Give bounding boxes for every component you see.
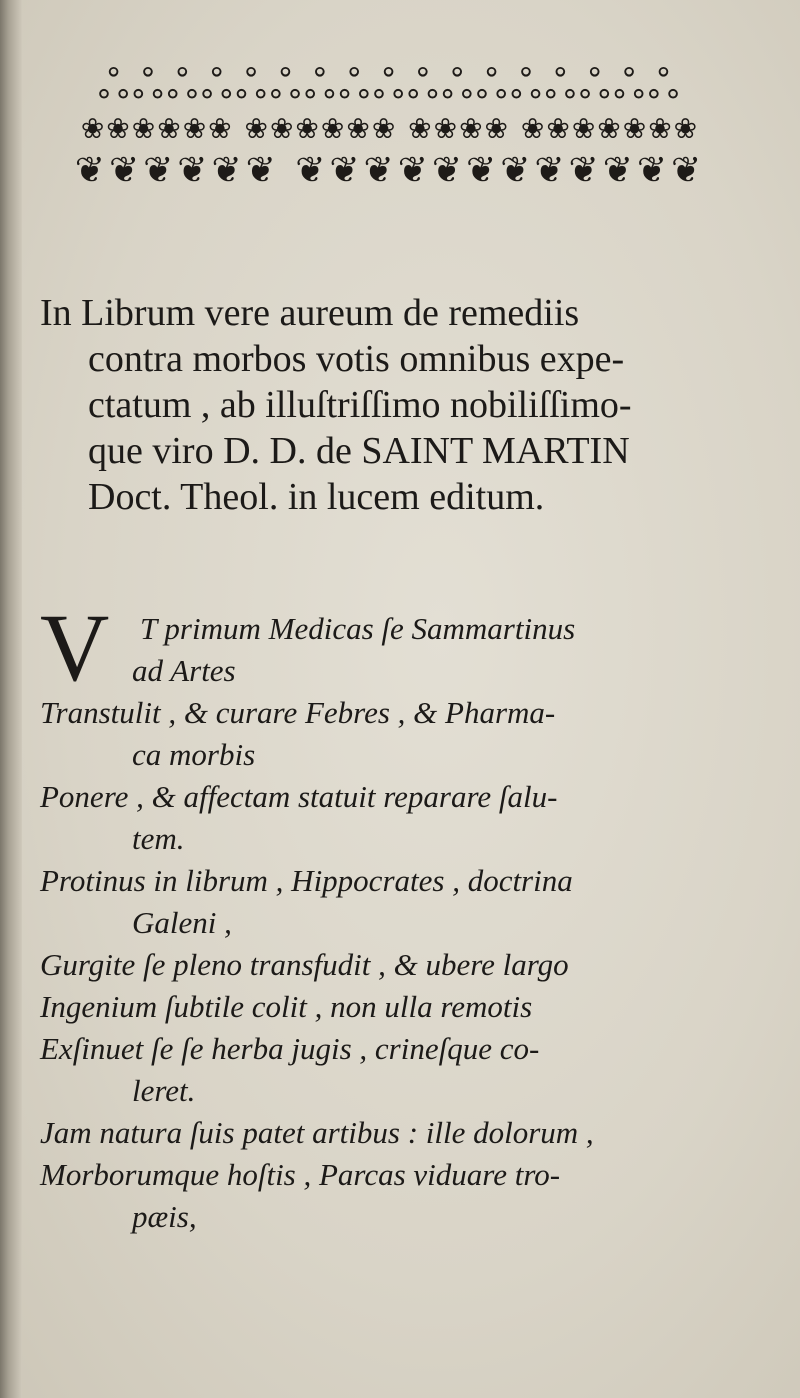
poem-line: Transtulit , & curare Febres , & Pharma- xyxy=(40,695,556,730)
poem-line: ca morbis xyxy=(132,737,256,772)
ornament-row-2: ❀❀❀❀❀❀ ❀❀❀❀❀❀ ❀❀❀❀ ❀❀❀❀❀❀❀ xyxy=(80,112,700,145)
poem-line: pæis, xyxy=(132,1199,197,1234)
poem-block xyxy=(40,608,750,1238)
heading-block xyxy=(40,290,740,520)
poem-line: Protinus in librum , Hippocrates , doctrina xyxy=(40,863,573,898)
poem-line: Galeni , xyxy=(132,905,232,940)
heading-line-4: que viro D. D. de SAINT MARTIN xyxy=(88,430,630,472)
poem-line: T primum Medicas ſe Sammartinus xyxy=(140,611,576,646)
poem-line: Ingenium ſubtile colit , non ulla remotis xyxy=(40,989,533,1024)
poem-line: ad Artes xyxy=(132,653,236,688)
poem-line: tem. xyxy=(132,821,185,856)
poem-line: Morborumque hoſtis , Parcas viduare tro- xyxy=(40,1157,561,1192)
poem-line: Ponere , & affectam statuit reparare ſalu- xyxy=(40,779,558,814)
poem-line: Jam natura ſuis patet artibus : ille dolorum , xyxy=(40,1115,594,1150)
heading-line-3: ctatum , ab illuſtriſſimo nobiliſſimo- xyxy=(88,384,632,426)
ornament-row-1: ஃஃஃஃஃஃஃஃஃஃஃஃஃஃஃஃஃ xyxy=(97,62,683,108)
drop-cap: V xyxy=(40,594,110,701)
book-spine-shadow xyxy=(0,0,22,1398)
heading-line-2: contra morbos votis omnibus expe- xyxy=(88,338,625,380)
poem-line: leret. xyxy=(132,1073,196,1108)
poem-line: Gurgite ſe pleno transfudit , & ubere largo xyxy=(40,947,569,982)
heading-line-1: In Librum vere aureum de remediis xyxy=(40,292,580,334)
heading-line-5: Doct. Theol. in lucem editum. xyxy=(88,476,545,518)
ornament-row-3: ❦❦❦❦❦❦ ❦❦❦❦❦❦❦❦❦❦❦❦ xyxy=(74,150,706,191)
poem-line: Exſinuet ſe ſe herba jugis , crineſque co- xyxy=(40,1031,540,1066)
